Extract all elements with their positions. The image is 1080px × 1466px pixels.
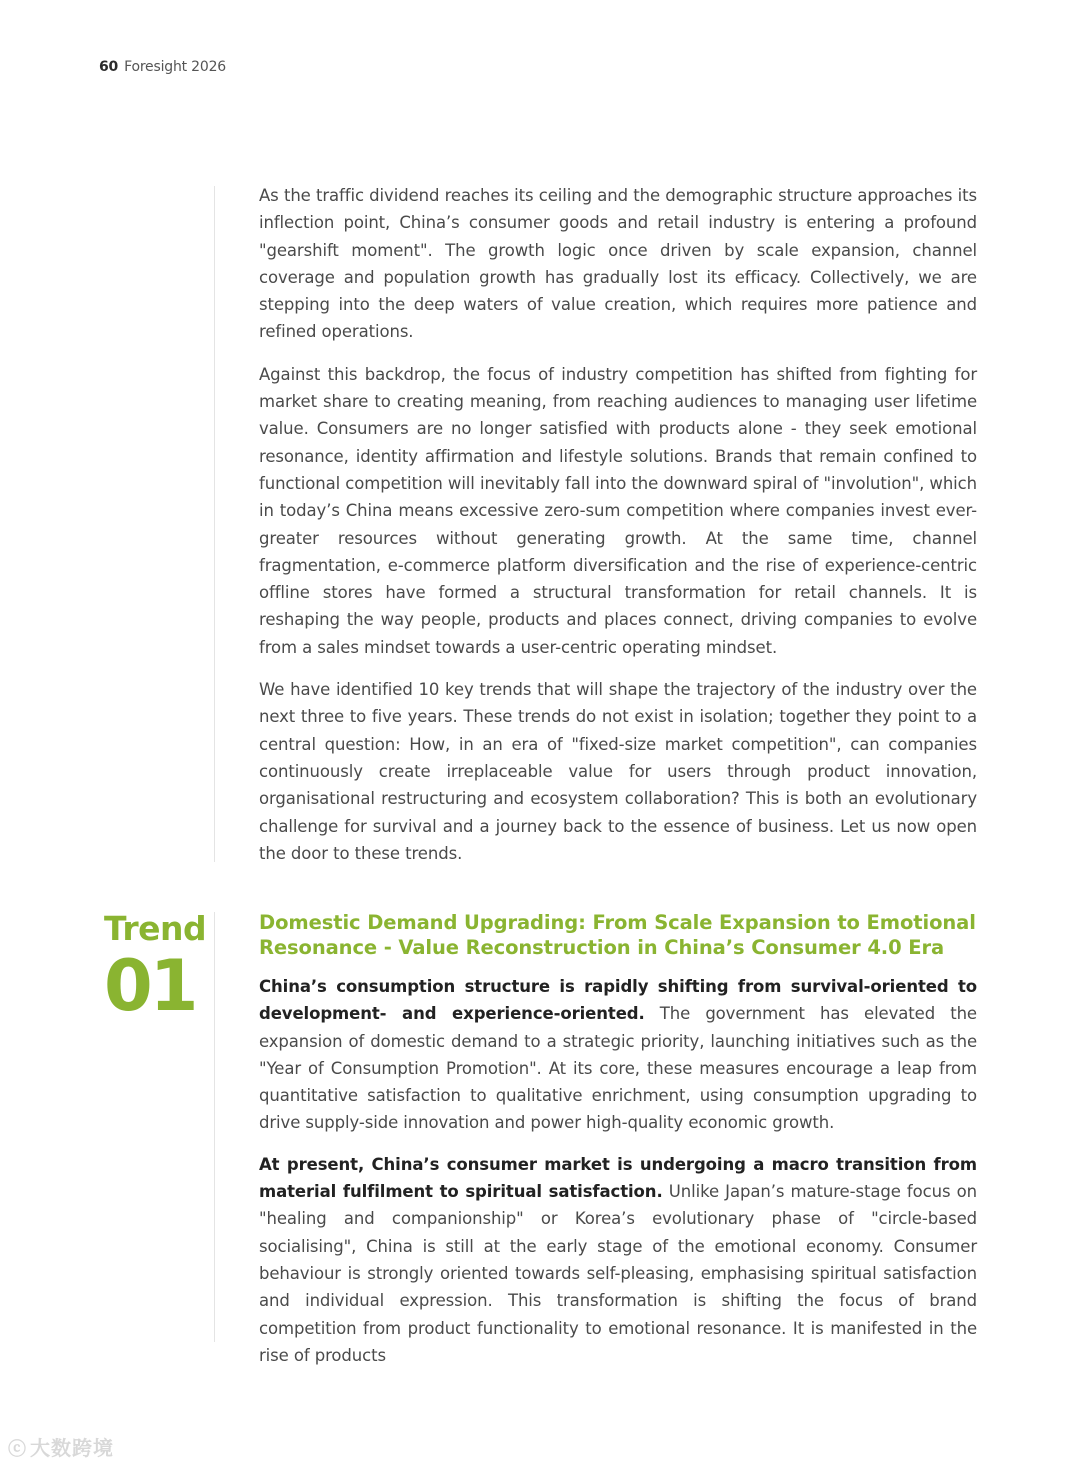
intro-paragraph: As the traffic dividend reaches its ceiling and the demographic structure approaches its inflection point, China’s consumer goods and retail industry is entering a profound "gearshift moment". The growth logic once driven by scale expansion, channel coverage and population growth has gradually lost its efficacy. Collectively, we are stepping into the deep waters of value creation, which requires more patience and refined operations. bbox=[259, 186, 977, 342]
watermark-logo-icon: ⓒ bbox=[8, 1439, 27, 1460]
trend-paragraph-body: The government has elevated the expansion of domestic demand to a strategic priority, launching initiatives such as the "Year of Consumption Promotion". At its core, these measures encourage a leap from quantitative satisfaction to qualitative enrichment, using consumption upgrading to drive supply-side innovation and power high-quality economic growth. bbox=[259, 1004, 977, 1133]
watermark-text: 大数跨境 bbox=[30, 1436, 114, 1460]
trend-paragraph-lead: At present, China’s consumer market is undergoing a macro transition from material fulfilment to spiritual satisfaction. bbox=[259, 1154, 977, 1202]
page-header bbox=[99, 59, 226, 75]
trend-divider bbox=[214, 912, 215, 1342]
trend-heading: Domestic Demand Upgrading: From Scale Expansion to Emotional Resonance - Value Reconstruction in China’s Consumer 4.0 Era bbox=[259, 911, 976, 959]
publication-title: Foresight 2026 bbox=[124, 59, 226, 75]
trend-word: Trend bbox=[104, 909, 207, 948]
intro-paragraph: Against this backdrop, the focus of industry competition has shifted from fighting for market share to creating meaning, from reaching audiences to managing user lifetime value. Consumers are no longer satisfied with products alone - they seek emotional resonance, identity affirmation and lifestyle solutions. Brands that remain confined to functional competition will inevitably fall into the downward spiral of "involution", which in today’s China means excessive zero-sum competition where companies invest ever-greater resources without generating growth. At the same time, channel fragmentation, e-commerce platform diversification and the rise of experience-centric offline stores have formed a structural transformation for retail channels. It is reshaping the way people, products and places connect, driving companies to evolve from a sales mindset towards a user-centric operating mindset. bbox=[259, 364, 977, 657]
intro-section bbox=[259, 182, 977, 882]
trend-paragraph bbox=[259, 1151, 977, 1369]
trend-paragraph bbox=[259, 973, 977, 1137]
intro-paragraph: We have identified 10 key trends that will shape the trajectory of the industry over the next three to five years. These trends do not exist in isolation; together they point to a central question: How, in an era of "fixed-size market competition", can companies continuously create irreplaceable value for users through product innovation, organisational restructuring and ecosystem collaboration? This is both an evolutionary challenge for survival and a journey back to the essence of business. Let us now open the door to these trends. bbox=[259, 680, 977, 863]
watermark bbox=[8, 1432, 114, 1461]
page-number: 60 bbox=[99, 59, 119, 75]
trend-section bbox=[259, 910, 977, 1383]
trend-paragraph-body: Unlike Japan’s mature-stage focus on "healing and companionship" or Korea’s evolutionary phase of "circle-based socialising", China is still at the early stage of the emotional economy. Consumer behaviour is strongly oriented towards self-pleasing, emphasising spiritual satisfaction and individual expression. This transformation is shifting the focus of brand competition from product functionality to emotional resonance. It is manifested in the rise of products bbox=[259, 1182, 977, 1365]
trend-number: 01 bbox=[104, 945, 196, 1027]
trend-label bbox=[104, 909, 207, 1027]
trend-paragraph-lead: China’s consumption structure is rapidly shifting from survival-oriented to development- and experience-oriented. bbox=[259, 977, 977, 1024]
intro-divider bbox=[214, 186, 215, 862]
